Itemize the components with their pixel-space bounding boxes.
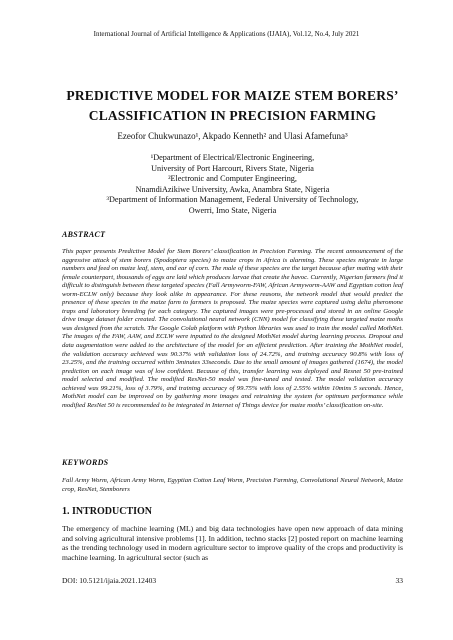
page-number: 33 — [395, 576, 403, 585]
introduction-text: The emergency of machine learning (ML) and big data technologies have open new approach of data mining and solving agricultural intensive problems [1]. In addition, techno stacks [2] posted report on machine learning as the trending technology used in modern agriculture sector to improve quality of the crops and productivity is machine learning. In agricultural sector (such as — [62, 524, 403, 562]
title-line-1: PREDICTIVE MODEL FOR MAIZE STEM BORERS’ — [66, 88, 399, 103]
affiliation-line: University of Port Harcourt, Rivers State, Nigeria — [151, 163, 314, 173]
keywords-heading: KEYWORDS — [62, 458, 109, 467]
abstract-heading: ABSTRACT — [62, 230, 106, 239]
affiliation-line: Owerri, Imo State, Nigeria — [188, 205, 277, 215]
affiliation-line: NnamdiAzikiwe University, Awka, Anambra State, Nigeria — [135, 184, 330, 194]
affiliations — [62, 153, 403, 217]
section-heading-introduction: 1. INTRODUCTION — [62, 506, 153, 517]
keywords-text: Fall Army Worm, African Army Worm, Egyptian Cotton Leaf Worm, Precision Farming, Convolutional Neural Network, Maize crop, ResNet, Stemborers — [62, 477, 403, 493]
affiliation-line: ¹Department of Electrical/Electronic Engineering, — [150, 153, 315, 162]
authors-line: Ezeofor Chukwunazo¹, Akpado Kenneth² and Ulasi Afamefuna³ — [117, 131, 348, 141]
journal-header: International Journal of Artificial Intelligence & Applications (IJAIA), Vol.12, No.4, July 2021 — [93, 30, 360, 38]
abstract-text: This paper presents Predictive Model for Stem Borers’ classification in Precision Farming. The recent announcement of the aggressive attack of stem borers (Spodoptera species) to maize crops in Africa is alarming. These species migrate in large numbers and feed on maize leaf, stem, and ear of corn. The male of these species are the target because after mating with their female counterpart, thousands of eggs are laid which produces larvae that create the havoc. Currently, Nigerian farmers find it difficult to distinguish between these targeted species (Fall Armyworm-FAW, African Armyworm-AAW and Egyptian cotton leaf worm-ECLW only) because they look alike in appearance. For these reasons, the network model that would predict the presence of these species in the maize farm to farmers is proposed. The maize species were captured using delta pheromone traps and laboratory breeding for each category. The captured images were pre-processed and stored in an online Google drive image dataset folder created. The convolutional neural network (CNN) model for classifying these targeted maize moths was designed from the scratch. The Google Colab platform with Python libraries was used to train the model called MothNet. The images of the FAW, AAW, and ECLW were inputted to the designed MothNet model during learning process. Dropout and data augmentation were added to the architecture of the model for an efficient prediction. After training the MothNet model, the validation accuracy achieved was 90.37% with validation loss of 24.72%, and training accuracy 90.8% with loss of 23.25%, and the training occurred within 3minutes 33seconds. Due to the small amount of images gathered (1674), the model prediction on each image was of low confident. Because of this, transfer learning was deployed and Resnet 50 pre-trained model selected and modified. The modified ResNet-50 model was fine-tuned and tested. The model validation accuracy achieved was 99.21%, loss of 3.79%, and training accuracy of 99.75% with loss of 2.55% within 10mins 5 seconds. Hence, MothNet model can be improved on by gathering more images and retraining the system for optimum performance while modified ResNet 50 is recommended to be integrated in Internet of Things device for maize moths’ classification on-site. — [62, 248, 403, 409]
title-line-2: CLASSIFICATION IN PRECISION FARMING — [88, 108, 377, 123]
paper-title — [62, 86, 403, 126]
doi-footer: DOI: 10.5121/ijaia.2021.12403 — [62, 576, 157, 585]
affiliation-line: ³Department of Information Management, Federal University of Technology, — [106, 195, 359, 205]
affiliation-line: ²Electronic and Computer Engineering, — [168, 174, 297, 184]
